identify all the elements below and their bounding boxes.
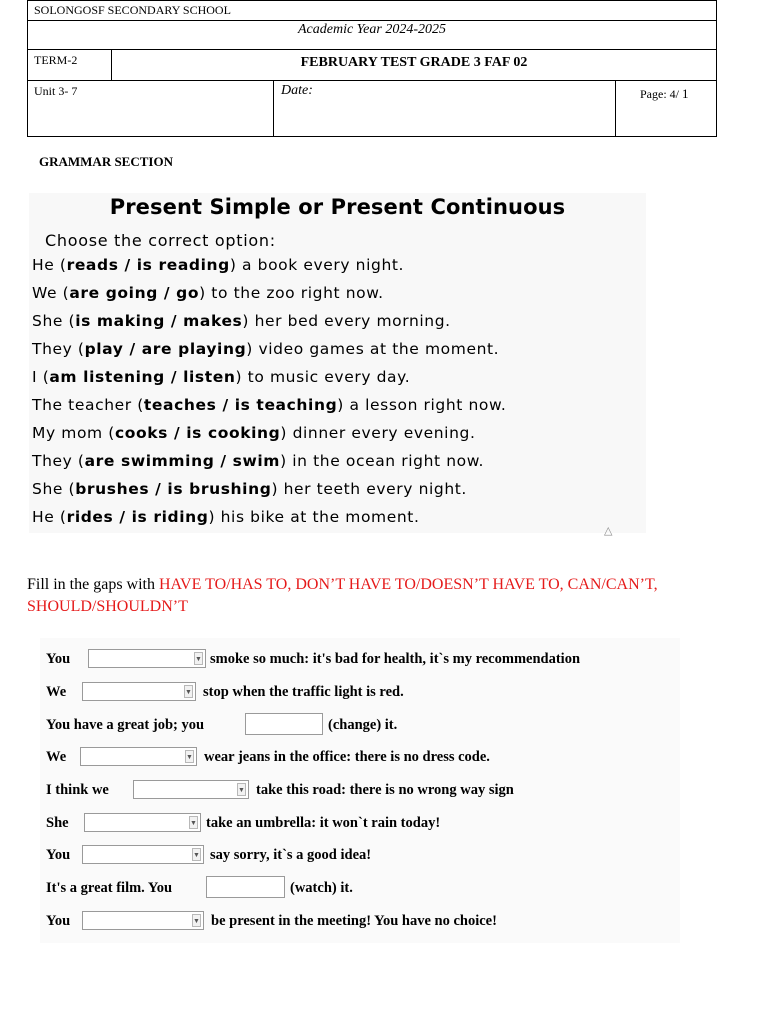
answer-dropdown[interactable] [82, 911, 204, 930]
sentence-end: ) his bike at the moment. [208, 508, 420, 526]
page-total: 1 [682, 86, 689, 101]
sentence-end: ) video games at the moment. [246, 340, 500, 358]
exercise2-image [40, 638, 680, 943]
item-text-before: It's a great film. You [46, 880, 173, 896]
sentence-options: teaches / is teaching [143, 396, 338, 414]
exercise1-sentence [32, 480, 467, 498]
sentence-end: ) her teeth every night. [271, 480, 467, 498]
item-text-before: You [46, 651, 71, 667]
dropdown-arrow-icon[interactable]: ▼ [194, 652, 203, 665]
sentence-options: reads / is reading [66, 256, 230, 274]
exercise1-sentence [32, 284, 384, 302]
exercise2-item [46, 782, 676, 802]
sentence-options: play / are playing [84, 340, 247, 358]
sentence-start: He ( [32, 256, 67, 274]
sentence-options: rides / is riding [66, 508, 209, 526]
page-label: Page: 4/ [640, 87, 679, 101]
exercise1-title: Present Simple or Present Continuous [109, 195, 566, 219]
header-row-unit [28, 81, 716, 136]
item-text-before: We [46, 749, 67, 765]
item-text-before: We [46, 684, 67, 700]
exercise2-item [46, 651, 676, 671]
exercise1-sentence [32, 424, 475, 442]
item-text-after: stop when the traffic light is red. [203, 684, 404, 700]
sentence-end: ) dinner every evening. [280, 424, 476, 442]
exercise2-item [46, 717, 676, 737]
exercise1-instruction: Choose the correct option: [45, 231, 276, 250]
warning-triangle-icon: △ [604, 524, 613, 537]
header-table [27, 0, 717, 137]
dropdown-arrow-icon[interactable]: ▼ [189, 816, 198, 829]
sentence-end: ) a lesson right now. [337, 396, 507, 414]
item-text-after: take this road: there is no wrong way sign [256, 782, 514, 798]
exercise1-image [29, 193, 646, 533]
dropdown-arrow-icon[interactable]: ▼ [237, 783, 246, 796]
school-name: SOLONGOSF SECONDARY SCHOOL [34, 3, 231, 17]
exercise1-sentence [32, 312, 451, 330]
exercise1-sentence [32, 368, 410, 386]
exercise1-sentence [32, 340, 499, 358]
sentence-options: is making / makes [75, 312, 243, 330]
item-text-before: You [46, 913, 71, 929]
sentence-end: ) in the ocean right now. [280, 452, 485, 470]
sentence-start: My mom ( [32, 424, 115, 442]
item-text-before: You have a great job; you [46, 717, 205, 733]
sentence-start: The teacher ( [32, 396, 144, 414]
sentence-start: He ( [32, 508, 67, 526]
unit-label: Unit 3- 7 [28, 81, 274, 136]
exercise2-instruction-text: Fill in the gaps with [27, 576, 159, 593]
sentence-options: are swimming / swim [84, 452, 281, 470]
answer-dropdown[interactable] [88, 649, 206, 668]
answer-dropdown[interactable] [84, 813, 201, 832]
academic-year: Academic Year 2024-2025 [297, 22, 447, 37]
item-text-after: smoke so much: it's bad for health, it`s my recommendation [210, 651, 581, 667]
exercise1-sentence [32, 452, 484, 470]
header-row-term [28, 50, 716, 81]
answer-dropdown[interactable] [82, 845, 204, 864]
sentence-options: brushes / is brushing [75, 480, 272, 498]
sentence-end: ) to the zoo right now. [199, 284, 384, 302]
answer-dropdown[interactable] [82, 682, 196, 701]
answer-dropdown[interactable] [80, 747, 197, 766]
sentence-start: They ( [32, 340, 85, 358]
exercise2-item [46, 913, 676, 933]
sentence-options: am listening / listen [49, 368, 236, 386]
header-row-year [28, 21, 716, 50]
answer-textbox[interactable] [245, 713, 323, 735]
page-number [616, 81, 716, 136]
item-text-after: be present in the meeting! You have no choice! [211, 913, 497, 929]
exercise2-item [46, 815, 676, 835]
dropdown-arrow-icon[interactable]: ▼ [192, 848, 201, 861]
exercise2-item [46, 684, 676, 704]
exercise2-item [46, 847, 676, 867]
item-text-after: wear jeans in the office: there is no dress code. [204, 749, 490, 765]
item-text-after: say sorry, it`s a good idea! [210, 847, 372, 863]
answer-textbox[interactable] [206, 876, 285, 898]
term-label: TERM-2 [28, 50, 112, 80]
exercise2-instruction [27, 574, 667, 618]
sentence-options: cooks / is cooking [114, 424, 281, 442]
answer-dropdown[interactable] [133, 780, 249, 799]
item-text-before: You [46, 847, 71, 863]
dropdown-arrow-icon[interactable]: ▼ [185, 750, 194, 763]
exercise1-sentence [32, 396, 506, 414]
exercise1-sentence [32, 256, 404, 274]
exercise1-sentence [32, 508, 420, 526]
sentence-start: They ( [32, 452, 85, 470]
exercise2-item [46, 749, 676, 769]
sentence-options: are going / go [69, 284, 200, 302]
item-text-after: (watch) it. [290, 880, 353, 896]
header-row-school [28, 1, 716, 21]
sentence-start: We ( [32, 284, 70, 302]
item-text-after: take an umbrella: it won`t rain today! [206, 815, 441, 831]
exercise2-item [46, 880, 676, 900]
item-text-after: (change) it. [328, 717, 398, 733]
sentence-start: She ( [32, 480, 76, 498]
sentence-end: ) to music every day. [235, 368, 411, 386]
exercise2-modal-list: HAVE TO/HAS TO, DON’T HAVE TO/DOESN’T HAVE TO, CAN/CAN’T, SHOULD/SHOULDN’T [27, 576, 658, 615]
sentence-end: ) a book every night. [229, 256, 405, 274]
item-text-before: She [46, 815, 69, 831]
sentence-start: She ( [32, 312, 76, 330]
test-title: FEBRUARY TEST GRADE 3 FAF 02 [300, 55, 528, 70]
dropdown-arrow-icon[interactable]: ▼ [184, 685, 193, 698]
sentence-start: I ( [32, 368, 50, 386]
sentence-end: ) her bed every morning. [242, 312, 451, 330]
item-text-before: I think we [46, 782, 109, 798]
dropdown-arrow-icon[interactable]: ▼ [192, 914, 201, 927]
date-label: Date: [274, 81, 616, 136]
section-title: GRAMMAR SECTION [39, 154, 173, 169]
